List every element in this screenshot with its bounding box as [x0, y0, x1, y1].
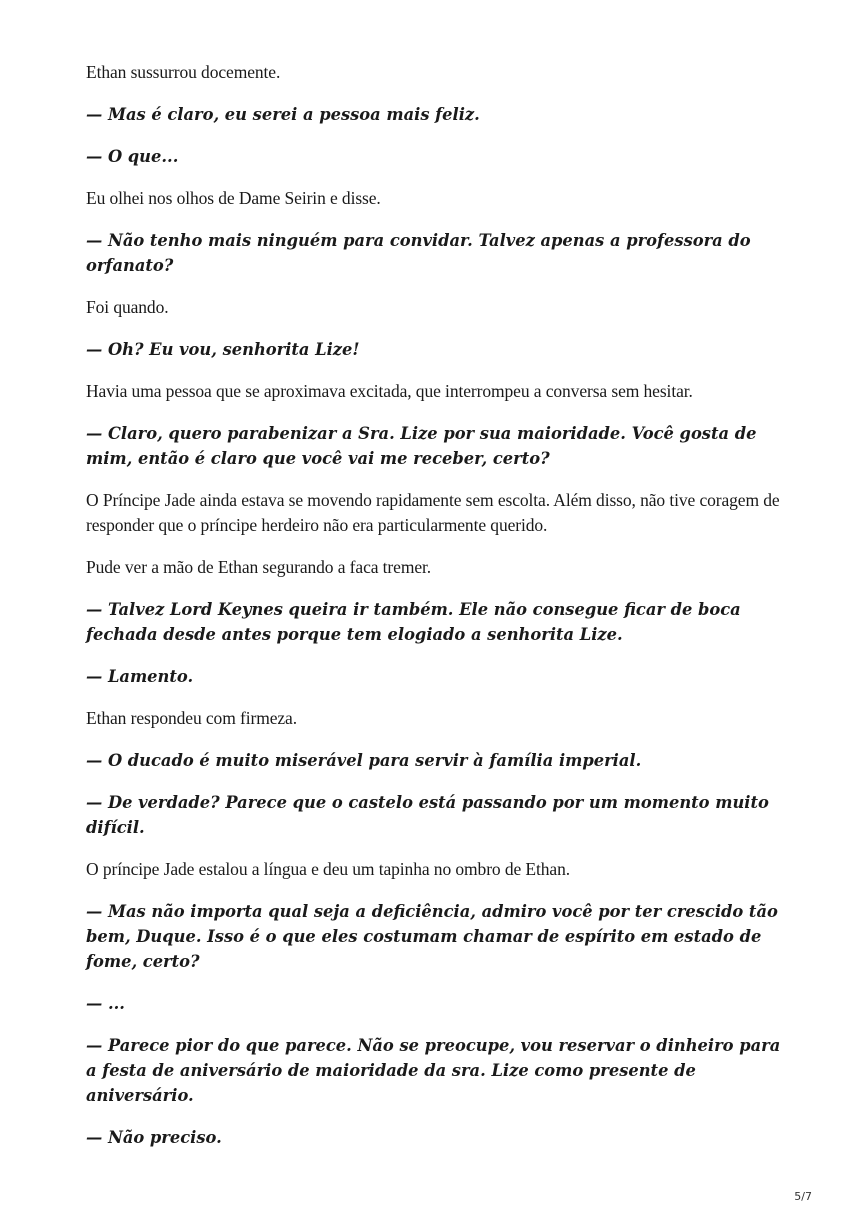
dialogue-line: — Lamento.	[86, 667, 194, 686]
paragraph: Eu olhei nos olhos de Dame Seirin e disse.	[86, 188, 381, 208]
dialogue-line: — O que...	[86, 147, 179, 166]
dialogue-line: — Claro, quero parabenizar a Sra. Lize por sua maioridade. Você gosta de mim, então é claro que você vai me receber, certo?	[86, 424, 757, 468]
document-body	[86, 60, 786, 1167]
paragraph: Ethan respondeu com firmeza.	[86, 708, 298, 728]
paragraph: Ethan sussurrou docemente.	[86, 62, 281, 82]
dialogue-line: — Mas é claro, eu serei a pessoa mais feliz.	[86, 105, 480, 124]
paragraph: O Príncipe Jade ainda estava se movendo rapidamente sem escolta. Além disso, não tive coragem de responder que o príncipe herdeiro não era particularmente querido.	[86, 490, 780, 535]
dialogue-line: — Oh? Eu vou, senhorita Lize!	[86, 340, 360, 359]
paragraph: Pude ver a mão de Ethan segurando a faca tremer.	[86, 557, 432, 577]
dialogue-line: — De verdade? Parece que o castelo está passando por um momento muito difícil.	[86, 793, 769, 837]
dialogue-line: — Mas não importa qual seja a deficiência, admiro você por ter crescido tão bem, Duque. Isso é o que eles costumam chamar de espírito em estado de fome, certo?	[86, 902, 778, 971]
page-number: 5/7	[794, 1190, 812, 1203]
paragraph: Foi quando.	[86, 297, 169, 317]
paragraph: Havia uma pessoa que se aproximava excitada, que interrompeu a conversa sem hesitar.	[86, 381, 693, 401]
paragraph: O príncipe Jade estalou a língua e deu um tapinha no ombro de Ethan.	[86, 859, 571, 879]
dialogue-line: — Não preciso.	[86, 1128, 222, 1147]
dialogue-line: — Não tenho mais ninguém para convidar. Talvez apenas a professora do orfanato?	[86, 231, 751, 275]
dialogue-line: — ...	[86, 994, 125, 1013]
dialogue-line: — Parece pior do que parece. Não se preocupe, vou reservar o dinheiro para a festa de aniversário de maioridade da sra. Lize como presente de aniversário.	[86, 1036, 781, 1105]
dialogue-line: — Talvez Lord Keynes queira ir também. Ele não consegue ficar de boca fechada desde antes porque tem elogiado a senhorita Lize.	[86, 600, 741, 644]
dialogue-line: — O ducado é muito miserável para servir à família imperial.	[86, 751, 642, 770]
